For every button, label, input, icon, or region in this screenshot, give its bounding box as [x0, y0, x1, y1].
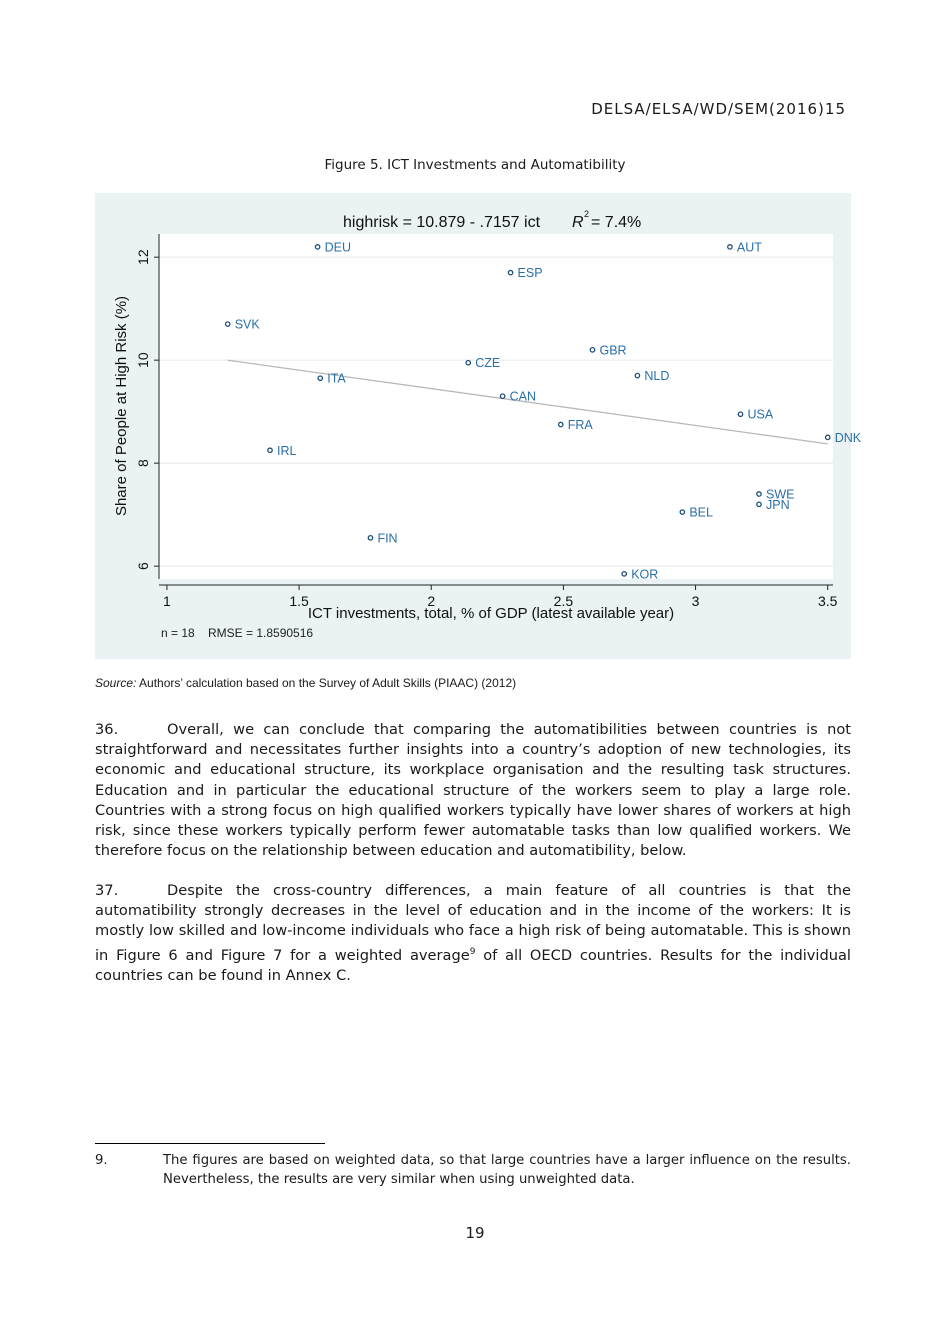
data-label: CAN — [509, 389, 537, 404]
data-point — [757, 492, 761, 496]
source-text: Authors’ calculation based on the Survey of Adult Skills (PIAAC) (2012) — [136, 676, 517, 690]
scatter-chart — [95, 193, 862, 659]
x-tick-label: 2.5 — [553, 593, 574, 609]
chart-title: highrisk = 10.879 - .7157 ict — [343, 214, 541, 231]
data-label: USA — [747, 407, 774, 422]
paragraph-37 — [95, 881, 851, 986]
data-point — [590, 348, 594, 352]
data-label: ESP — [517, 266, 543, 281]
chart-r2-exponent: 2 — [584, 209, 590, 219]
stats-n: n = 18 — [161, 626, 195, 640]
data-label: GBR — [599, 343, 627, 358]
data-label: DNK — [834, 430, 862, 445]
paragraph-number: 37. — [95, 882, 119, 899]
page-number: 19 — [465, 1224, 485, 1242]
chart-r2-value: = 7.4% — [591, 214, 642, 231]
data-label: KOR — [631, 567, 659, 582]
footnote-text: The figures are based on weighted data, so that large countries have a larger influence on the results. Nevertheless, the results are very similar when using unweighted data. — [163, 1153, 851, 1187]
data-point — [680, 510, 684, 514]
x-tick-label: 3 — [691, 593, 700, 609]
data-point — [728, 245, 732, 249]
data-label: BEL — [689, 505, 713, 520]
data-point — [738, 412, 742, 416]
footnote — [95, 1151, 851, 1189]
data-label: CZE — [475, 356, 501, 371]
y-tick-label: 6 — [135, 562, 151, 571]
data-point — [500, 394, 504, 398]
x-axis-label: ICT investments, total, % of GDP (latest available year) — [307, 605, 675, 622]
document-reference: DELSA/ELSA/WD/SEM(2016)15 — [591, 100, 846, 118]
data-label: FRA — [567, 418, 593, 433]
footnote-reference[interactable]: 9 — [469, 946, 476, 957]
figure-caption: Figure 5. ICT Investments and Automatibility — [324, 157, 626, 173]
data-point — [635, 373, 639, 377]
data-label: ITA — [327, 371, 346, 386]
data-point — [559, 422, 563, 426]
paragraph-text-b: of all OECD countries. Results for the individual countries can be found in Annex C. — [95, 946, 851, 984]
footnote-number: 9. — [95, 1153, 108, 1168]
data-point — [268, 448, 272, 452]
data-label: IRL — [277, 443, 297, 458]
chart-svg — [95, 193, 862, 659]
chart-r2-symbol: R — [572, 214, 584, 231]
data-label: DEU — [324, 240, 351, 255]
figure-source — [95, 676, 516, 690]
paragraph-number: 36. — [95, 721, 119, 738]
paragraph-text-a: Despite the cross-country differences, a main feature of all countries is that the automatibility strongly decreases in the level of education and in the income of the workers: It is mostly low skilled and low-income individuals who face a high risk of being automatable. This is shown in Figure 6 and Figure 7 for a weighted average — [95, 882, 851, 964]
y-tick-label: 8 — [135, 459, 151, 468]
x-tick-label: 1.5 — [289, 593, 309, 609]
paragraph-36 — [95, 720, 851, 861]
data-point — [508, 270, 512, 274]
data-point — [757, 502, 761, 506]
data-label: AUT — [736, 240, 762, 255]
source-label: Source: — [95, 676, 137, 690]
y-tick-label: 10 — [135, 352, 151, 368]
data-point — [315, 245, 319, 249]
plot-area — [159, 234, 833, 582]
data-point — [466, 361, 470, 365]
footnote-divider — [95, 1143, 325, 1144]
data-label: SVK — [234, 317, 260, 332]
data-point — [368, 536, 372, 540]
data-label: NLD — [644, 369, 670, 384]
y-tick-label: 12 — [135, 249, 151, 265]
data-label: JPN — [765, 497, 790, 512]
data-point — [622, 572, 626, 576]
paragraph-text: Overall, we can conclude that comparing the automatibilities between countries is not straightforward and necessitates further insights into a country’s adoption of new technologies, its economic and educational structure, its workplace organisation and the resulting task structures. Education and in particular the educational structure of the workers seem to play a large role. Countries with a strong focus on high qualified workers typically have lower shares of workers at high risk, since these workers typically perform fewer automatable tasks than low qualified workers. We therefore focus on the relationship between education and automatibility, below. — [95, 721, 851, 860]
y-axis-label: Share of People at High Risk (%) — [113, 295, 130, 517]
data-label: SWE — [765, 487, 795, 502]
x-tick-label: 3.5 — [817, 593, 838, 609]
data-label: FIN — [377, 531, 398, 546]
data-point — [826, 435, 830, 439]
x-tick-label: 1 — [163, 593, 171, 609]
data-point — [226, 322, 230, 326]
stats-rmse: RMSE = 1.8590516 — [208, 626, 314, 640]
x-tick-label: 2 — [427, 593, 436, 609]
data-point — [318, 376, 322, 380]
